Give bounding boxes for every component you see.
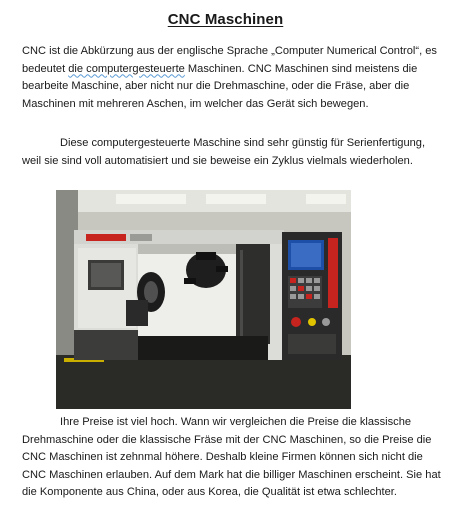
brand-plate bbox=[86, 234, 126, 241]
cnc-machine-photo bbox=[56, 190, 351, 409]
model-plate bbox=[130, 234, 152, 241]
turret-tool bbox=[184, 278, 196, 284]
control-screen-display bbox=[291, 243, 321, 267]
panel-side-label bbox=[328, 238, 338, 308]
control-keypad bbox=[288, 276, 322, 308]
turret-tool bbox=[196, 252, 216, 260]
photo-light bbox=[306, 194, 346, 204]
paragraph-intro-text-end: Maschinen. CNC Maschinen sind meistens die bearbeite Maschine, aber nicht nur die Drehmaschine, oder die Fräse, aber die Maschinen mit mehreren Aschen, im welcher das Gerät sich bewegen. bbox=[22, 62, 418, 110]
paragraph-intro bbox=[22, 43, 442, 113]
emergency-stop bbox=[291, 317, 301, 327]
panel-knob bbox=[322, 318, 330, 326]
photo-light bbox=[206, 194, 266, 204]
document-title: CNC Maschinen bbox=[167, 11, 284, 28]
grammar-flagged-text: die computergesteuerte bbox=[68, 62, 185, 75]
spindle-housing bbox=[126, 300, 148, 326]
paragraph-serial-production: Diese computergesteuerte Maschine sind sehr günstig für Serienfertigung, weil sie sind voll automatisiert und sie beweise ein Zyklus vielmals wiederholen. bbox=[22, 137, 426, 167]
paragraph-prices: Ihre Preise ist viel hoch. Wann wir vergleichen die Preise die klassische Drehmaschine oder die klassische Fräse mit der CNC Maschinen, so die Preise die CNC Maschinen ist zehnmal höhere. Deshalb kleine Firmen können sich nicht die CNC Maschinen erlauben. Auf dem Mark hat die billiger Maschinen erscheint. Sie hat die Komponente aus China, oder aus Korea, die Qualität ist etwa schlechter. bbox=[22, 416, 441, 499]
photo-light bbox=[116, 194, 186, 204]
lathe-base-left bbox=[74, 330, 138, 360]
paragraph-intro-text: CNC ist die Abkürzung aus der englische Sprache „Computer Numerical Control“, es bedeutet bbox=[22, 45, 437, 75]
side-window-glass bbox=[91, 263, 121, 287]
photo-floor bbox=[56, 355, 351, 409]
turret-tool bbox=[216, 266, 228, 272]
panel-knob bbox=[308, 318, 316, 326]
chip-tray bbox=[138, 336, 268, 360]
control-panel-base bbox=[288, 334, 336, 354]
door-rail bbox=[240, 250, 243, 338]
chuck-center bbox=[144, 281, 158, 303]
